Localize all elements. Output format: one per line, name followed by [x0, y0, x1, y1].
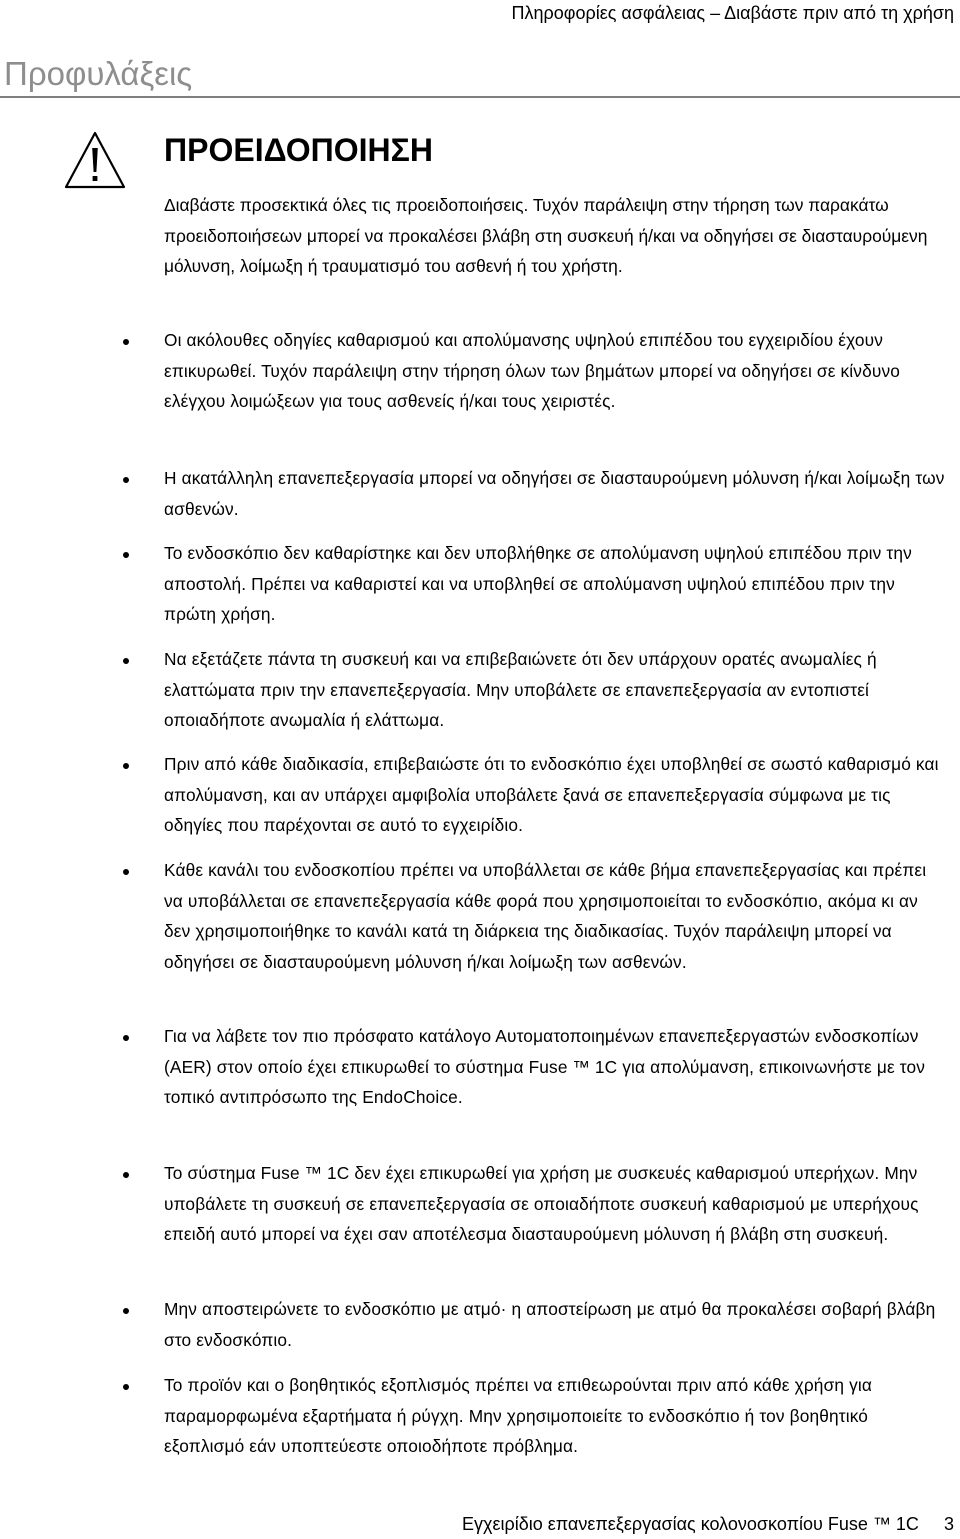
running-header: Πληροφορίες ασφάλειας – Διαβάστε πριν από τη χρήση [511, 3, 954, 23]
warning-title: ΠΡΟΕΙΔΟΠΟΙΗΣΗ [164, 132, 433, 168]
bullet-icon [123, 477, 129, 483]
warning-triangle-icon [64, 131, 126, 189]
list-item-text: Η ακατάλληλη επανεπεξεργασία μπορεί να οδηγήσει σε διασταυρούμενη μόλυνση ή/και λοίμωξη των ασθενών. [164, 468, 945, 519]
list-item-text: Το σύστημα Fuse ™ 1C δεν έχει επικυρωθεί για χρήση με συσκευές καθαρισμού υπερήχων. Μην υποβάλετε τη συσκευή σε επανεπεξεργασία σε οποιαδήποτε συσκευή καθαρισμού με υπερήχους επειδή αυτό μπορεί να έχει σαν αποτέλεσμα διασταυρούμενη μόλυνση ή βλάβη στη συσκευή. [164, 1163, 919, 1244]
list-item-text: Πριν από κάθε διαδικασία, επιβεβαιώστε ότι το ενδοσκόπιο έχει υποβληθεί σε σωστό καθαρισμό και απολύμανση, και αν υπάρχει αμφιβολία υποβάλετε ξανά σε επανεπεξεργασία σύμφωνα με τις οδηγίες που παρέχονται σε αυτό το εγχειρίδιο. [164, 754, 939, 835]
list-item-text: Το προϊόν και ο βοηθητικός εξοπλισμός πρέπει να επιθεωρούνται πριν από κάθε χρήση για παραμορφωμένα εξαρτήματα ή ρύγχη. Μην χρησιμοποιείτε το ενδοσκόπιο ή τον βοηθητικό εξοπλισμό εάν υποπτεύεστε οποιοδήποτε πρόβλημα. [164, 1375, 873, 1456]
bullet-icon [123, 1384, 129, 1390]
bullet-icon [123, 763, 129, 769]
bullet-icon [123, 1308, 129, 1314]
section-title: Προφυλάξεις [4, 55, 193, 92]
page-number: 3 [944, 1514, 955, 1534]
bullet-icon [123, 869, 129, 875]
bullet-icon [123, 1035, 129, 1041]
bullet-icon [123, 552, 129, 558]
bullet-icon [123, 339, 129, 345]
list-item-text: Οι ακόλουθες οδηγίες καθαρισμού και απολύμανσης υψηλού επιπέδου του εγχειριδίου έχουν επικυρωθεί. Τυχόν παράλειψη στην τήρηση όλων των βημάτων μπορεί να οδηγήσει σε κίνδυνο ελέγχου λοιμώξεων για τους ασθενείς ή/και τους χειριστές. [164, 330, 901, 411]
list-item-text: Για να λάβετε τον πιο πρόσφατο κατάλογο Αυτοματοποιημένων επανεπεξεργαστών ενδοσκοπίων (AER) στον οποίο έχει επικυρωθεί το σύστημα Fuse ™ 1C για απολύμανση, επικοινωνήστε με τον τοπικό αντιπρόσωπο της EndoChoice. [164, 1026, 926, 1107]
list-item-text: Μην αποστειρώνετε το ενδοσκόπιο με ατμό· η αποστείρωση με ατμό θα προκαλέσει σοβαρή βλάβη στο ενδοσκόπιο. [164, 1299, 936, 1350]
warning-intro: Διαβάστε προσεκτικά όλες τις προειδοποιήσεις. Τυχόν παράλειψη στην τήρηση των παρακάτω προειδοποιήσεων μπορεί να προκαλέσει βλάβη στη συσκευή ή/και να οδηγήσει σε διασταυρούμενη μόλυνση, λοίμωξη ή τραυματισμό του ασθενή ή του χρήστη. [164, 195, 928, 276]
bullet-icon [123, 658, 129, 664]
section-divider [0, 96, 960, 98]
bullet-icon [123, 1172, 129, 1178]
footer-title: Εγχειρίδιο επανεπεξεργασίας κολονοσκοπίου Fuse ™ 1C [462, 1514, 919, 1534]
list-item-text: Να εξετάζετε πάντα τη συσκευή και να επιβεβαιώνετε ότι δεν υπάρχουν ορατές ανωμαλίες ή ελαττώματα πριν την επανεπεξεργασία. Μην υποβάλετε σε επανεπεξεργασία αν εντοπιστεί οποιαδήποτε ανωμαλία ή ελάττωμα. [164, 649, 877, 730]
list-item-text: Το ενδοσκόπιο δεν καθαρίστηκε και δεν υποβλήθηκε σε απολύμανση υψηλού επιπέδου πριν την αποστολή. Πρέπει να καθαριστεί και να υποβληθεί σε απολύμανση υψηλού επιπέδου πριν την πρώτη χρήση. [164, 543, 912, 624]
list-item-text: Κάθε κανάλι του ενδοσκοπίου πρέπει να υποβάλλεται σε κάθε βήμα επανεπεξεργασίας και πρέπει να υποβάλλεται σε επανεπεξεργασία κάθε φορά που χρησιμοποιείται το ενδοσκόπιο, ακόμα κι αν δεν χρησιμοποιήθηκε το κανάλι κατά τη διάρκεια της διαδικασίας. Τυχόν παράλειψη μπορεί να οδηγήσει σε διασταυρούμενη μόλυνση ή/και λοίμωξη των ασθενών. [164, 860, 927, 972]
